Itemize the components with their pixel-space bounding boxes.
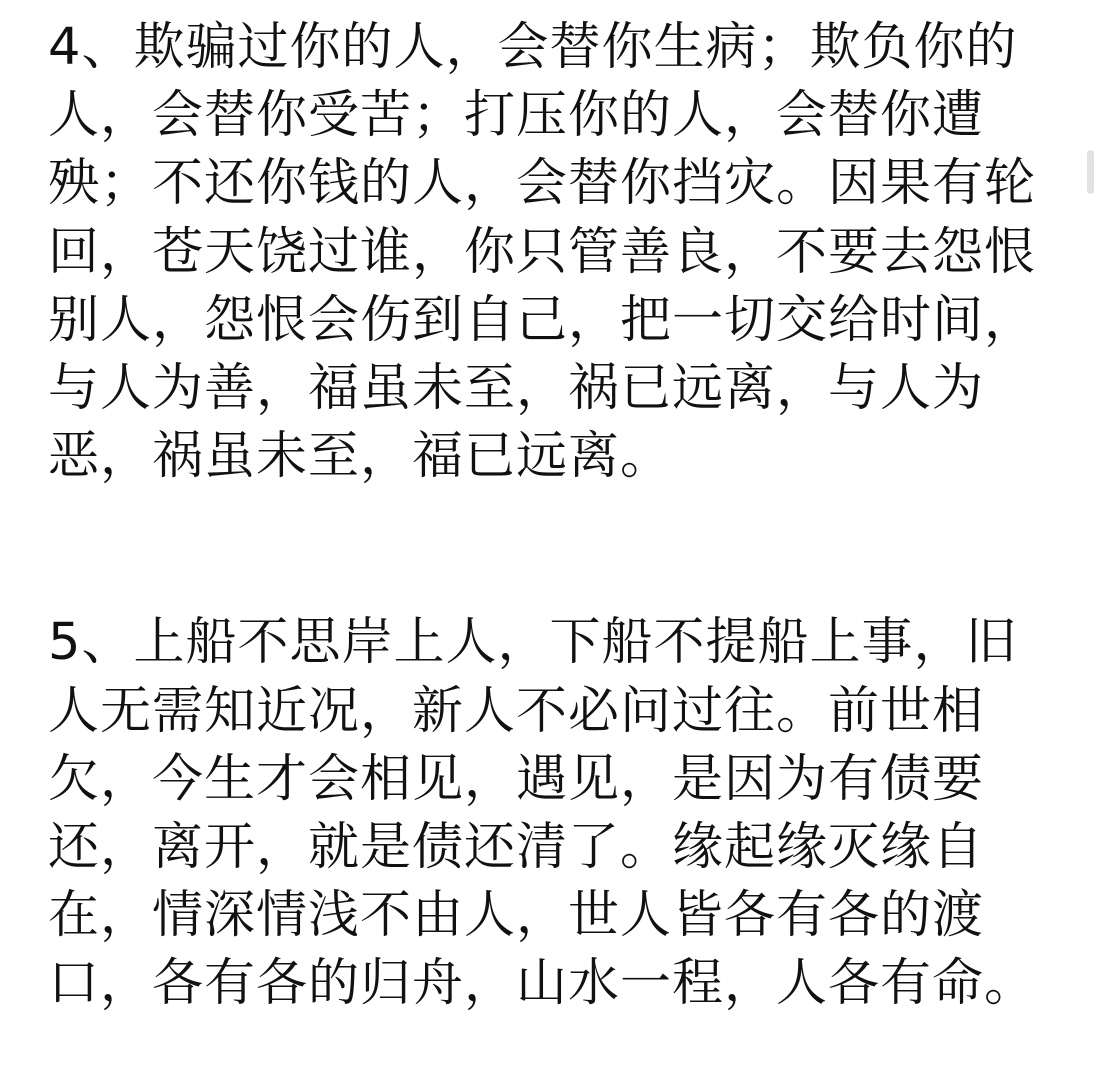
text-line: 人，会替你受苦；打压你的人，会替你遭: [48, 86, 985, 146]
scrollbar-thumb[interactable]: [1087, 150, 1094, 194]
text-line: 4、欺骗过你的人，会替你生病；欺负你的: [48, 18, 1018, 77]
text-line: 人无需知近况，新人不必问过往。前世相: [48, 681, 985, 741]
text-line: 欠，今生才会相见，遇见，是因为有债要: [48, 749, 985, 809]
text-line: 与人为善，福虽未至，祸已远离，与人为: [48, 359, 985, 419]
paragraph-spacer: [48, 491, 1058, 609]
text-line: 恶，祸虽未至，福已远离。: [48, 427, 673, 487]
text-line: 在，情深情浅不由人，世人皆各有各的渡: [48, 886, 985, 946]
text-line: 回，苍天饶过谁，你只管善良，不要去怨恨: [48, 222, 1037, 282]
text-line: 殃；不还你钱的人，会替你挡灾。因果有轮: [48, 154, 1037, 214]
text-line: 5、上船不思岸上人，下船不提船上事，旧: [48, 613, 1018, 673]
paragraph-5: [48, 609, 1058, 1018]
paragraph-4: [48, 14, 1058, 491]
text-line: 还，离开，就是债还清了。缘起缘灭缘自: [48, 818, 985, 878]
article-content: [48, 14, 1058, 1019]
text-line: 别人，怨恨会伤到自己，把一切交给时间，: [48, 290, 1037, 350]
text-line: 口，各有各的归舟，山水一程，人各有命。: [48, 954, 1037, 1014]
